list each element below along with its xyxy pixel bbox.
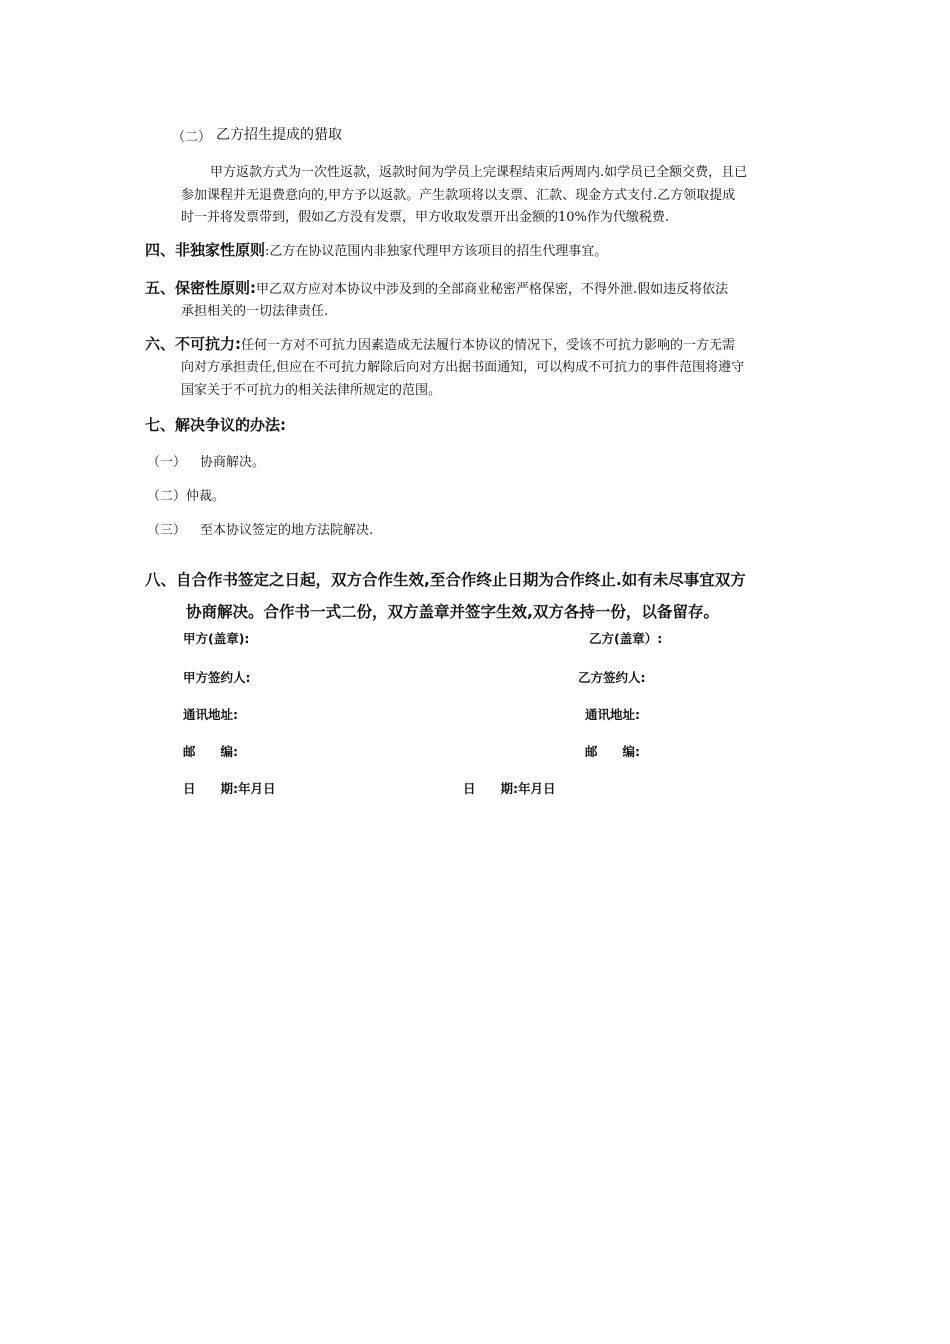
section-7-item-3-text: 至本协议签定的地方法院解决. [200, 523, 374, 538]
section-7-item-1-text: 协商解决。 [200, 455, 266, 470]
section-2-2-body-line-1: 甲方返款方式为一次性返款，返款时间为学员上完课程结束后两周内.如学员已全额交费，且已 [210, 165, 748, 180]
date-b-label: 日 期:年月日 [463, 781, 556, 796]
section-2-2-body-line-2: 参加课程并无退费意向的,甲方予以返款。产生款项将以支票、汇款、现金方式支付.乙方领取提成 [181, 188, 736, 203]
postcode-a-label: 邮 编: [183, 744, 238, 759]
address-b-label: 通讯地址: [585, 707, 640, 722]
party-b-signer-label: 乙方签约人: [578, 670, 646, 685]
section-5-line-2: 承担相关的一切法律责任. [181, 304, 329, 319]
postcode-b-label: 邮 编: [585, 744, 640, 759]
section-7-item-1-marker: （一） [147, 455, 187, 470]
section-6-line-3: 国家关于不可抗力的相关法律所规定的范围。 [181, 383, 442, 398]
section-7-item-2 [147, 485, 225, 504]
section-6-heading: 六、不可抗力: [145, 335, 241, 353]
section-8-line-1: 八、自合作书签定之日起，双方合作生效,至合作终止日期为合作终止.如有未尽事宜双方 [145, 571, 746, 589]
section-5-heading: 五、保密性原则: [145, 279, 256, 297]
section-6-line-2: 向对方承担责任,但应在不可抗力解除后向对方出据书面通知，可以构成不可抗力的事件范围将遵守 [181, 360, 745, 375]
section-7-item-2-marker: （二） [147, 489, 187, 504]
party-a-signer-label: 甲方签约人: [183, 670, 251, 685]
section-6 [145, 333, 735, 354]
section-4 [145, 239, 607, 260]
section-2-2-marker: （二） [172, 130, 212, 145]
section-8-line-2: 协商解决。合作书一式二份，双方盖章并签字生效,双方各持一份，以备留存。 [186, 603, 719, 621]
date-a-label: 日 期:年月日 [183, 781, 276, 796]
address-a-label: 通讯地址: [183, 707, 238, 722]
party-b-seal-label: 乙方(盖章）: [589, 631, 663, 646]
party-a-seal-label: 甲方(盖章): [183, 631, 250, 646]
section-5 [145, 277, 728, 298]
section-4-text: :乙方在协议范围内非独家代理甲方该项目的招生代理事宜。 [265, 244, 608, 259]
section-6-line-1: 任何一方对不可抗力因素造成无法履行本协议的情况下，受该不可抗力影响的一方无需 [241, 338, 736, 353]
section-7-item-1 [147, 451, 265, 470]
section-7-item-3 [147, 519, 373, 538]
section-5-line-1: 甲乙双方应对本协议中涉及到的全部商业秘密严格保密，不得外泄.假如违反将依法 [256, 282, 729, 297]
section-2-2-body-line-3: 时一并将发票带到，假如乙方没有发票，甲方收取发票开出金额的10%作为代缴税费. [181, 210, 670, 225]
section-7-item-3-marker: （三） [147, 523, 187, 538]
section-4-heading: 四、非独家性原则 [145, 241, 266, 259]
section-7-heading: 七、解决争议的办法: [145, 416, 286, 434]
section-2-2-title: 乙方招生提成的猎取 [216, 127, 342, 143]
section-7-item-2-text: 仲裁。 [186, 489, 226, 504]
